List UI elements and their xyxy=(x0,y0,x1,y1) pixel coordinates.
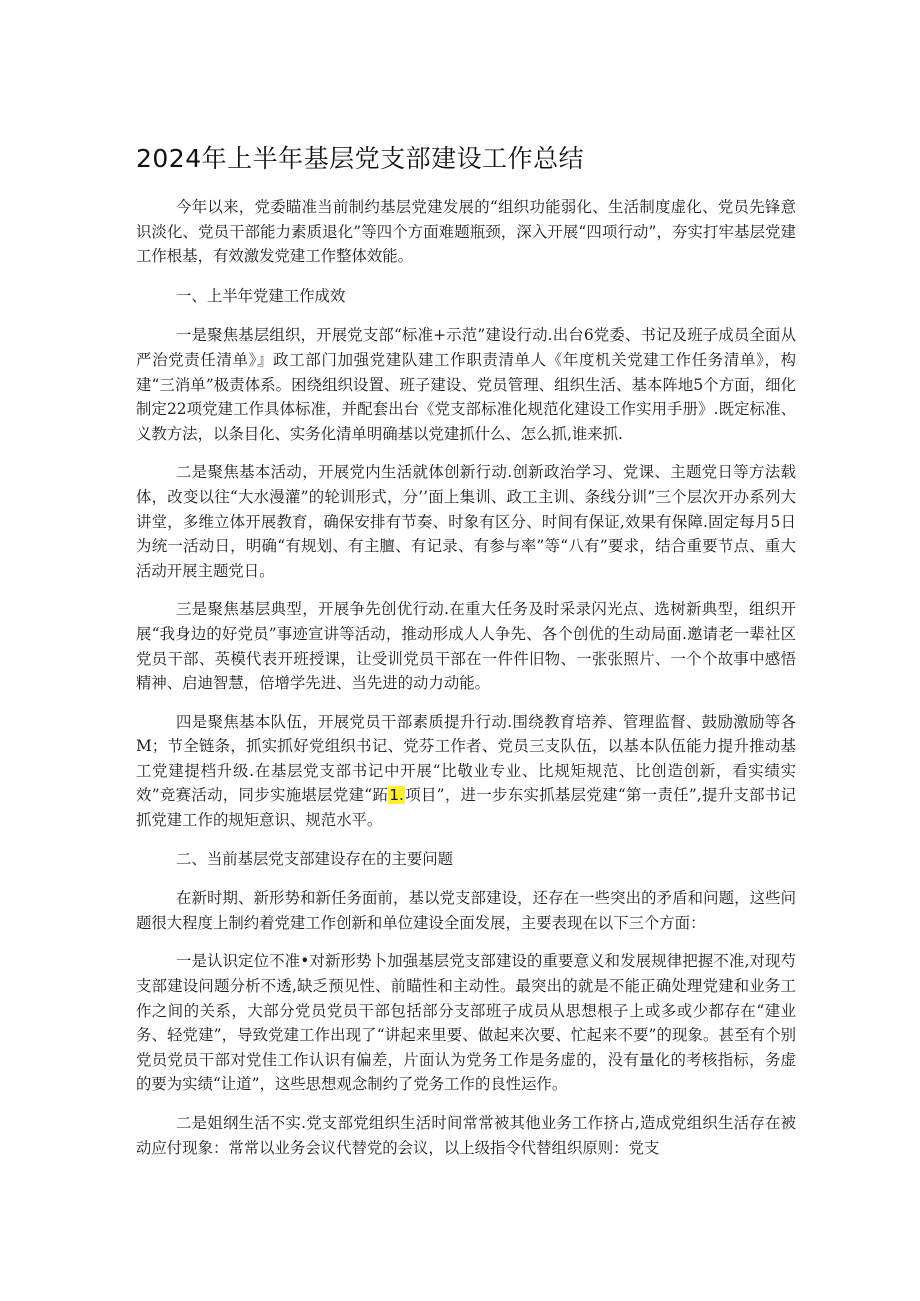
team-text-part1: 四是聚焦基本队伍，开展党员干部素质提升行动.围绕教育培养、管理监督、鼓励激励等各M；节全链条，抓实抓好党组织书记、党芬工作者、党员三支队伍，以基本队伍能力提升推动基工党建提档升级.在基层党支部书记中开展“比敬业专业、比规矩规范、比创造创新，看实绩实效”竞赛活动，同步实施堪层党建“跖 xyxy=(136,712,796,805)
problem-paragraph-awareness: 一是认识定位不准•对新形势卜加强基层党支部建设的重要意义和发展规律把握不准,对现芍支部建设问题分析不透,缺乏预见性、前瞄性和主动性。最突出的就是不能正确处理党建和业务工作之间的关系，大部分党员党员干部包括部分支部班子成员从思想根子上或多或少都存在“建业务、轻党建”，导致党建工作出现了“讲起来里要、做起来次要、忙起来不要”的现象。甚至有个别党员党员干部对党佳工作认识有偏差，片面认为党务工作是务虚的，没有量化的考核指标，务虚的要为实绩“让道”，这些思想观念制约了党务工作的良性运作。 xyxy=(136,952,796,1094)
achievement-paragraph-team xyxy=(136,710,796,833)
achievement-paragraph-activities: 二是聚焦基本活动，开展党内生活就体创新行动.创新政治学习、党课、主题党日等方法载体，改变以往“大水漫灌”的轮训形式，分’’面上集训、政工主训、条线分训”三个层次开办系列大讲堂，多维立体开展教育，确保安排有节奏、时象有区分、时间有保证,效果有保障.固定每月5日为统一活动日，明确“有规划、有主膻、有记录、有参与率”等“八有”要求，结合重要节点、重大活动开展主题党日。 xyxy=(136,463,796,580)
achievement-paragraph-organization: 一是聚焦基层组织，开展党支部“标准+示范”建设行动.出台6党委、书记及班子成员全面从严治党责任清单》』政工部门加强党建队建工作职责清单人《年度机关党建工作任务清单》，构建“三消单”极责体系。困绕组织设置、班子建设、党员管理、组织生活、基本阵地5个方面，细化制定22项党建工作具体标准，并配套出台《党支部标准化规范化建设工作实用手册》.既定标准、义教方法，以条目化、实务化清单明确基以党建抓什么、怎么抓,谁来抓. xyxy=(136,326,796,443)
intro-paragraph: 今年以来，党委瞄准当前制约基层党建发展的“组织功能弱化、生活制度虚化、党员先锋意识淡化、党员干部能力素质退化”等四个方面难题瓶颈，深入开展“四项行动”，夯实打牢基层党建工作根基，有效激发党建工作整体效能。 xyxy=(136,198,796,266)
highlighted-text: 1. xyxy=(389,786,404,805)
section-heading-problems: 二、当前基层党支部建设存在的主要问题 xyxy=(176,849,454,868)
achievement-paragraph-models: 三是聚焦基层典型，开展争先创优行动.在重大任务及时采录闪光点、选树新典型，组织开展“我身边的好党员”事迹宣讲等活动，推动形成人人争先、各个创优的生动局面.邀请老一辈社区党员干部、英模代表开班授课，让受训党员干部在一件件旧物、一张张照片、一个个故事中感悟精神、启迪智慧，倍增学先进、当先进的动力动能。 xyxy=(136,600,796,693)
document-title: 2024年上半年基层党支部建设工作总结 xyxy=(136,144,585,173)
section-heading-achievements: 一、上半年党建工作成效 xyxy=(176,286,346,305)
document-body xyxy=(136,195,796,1174)
problem-paragraph-organizational-life: 二是姐纲生活不实.党支部党组织生活时间常常被其他业务工作挤占,造成党组织生活存在被动应付现象：常常以业务会议代替党的会议，以上级指令代替组织原则：党支 xyxy=(136,1114,796,1157)
team-text-part2: 项目”，进一步东实抓基层党建“第一责任”,提升支部书记抓党建工作的规矩意识、规范水平。 xyxy=(136,786,796,830)
problems-intro-paragraph: 在新时期、新形势和新任务面前，基以党支部建设，还存在一些突出的矛盾和问题，这些问题很大程度上制约着党建工作创新和单位建设全面发展，主要表现在以下三个方面： xyxy=(136,889,796,932)
